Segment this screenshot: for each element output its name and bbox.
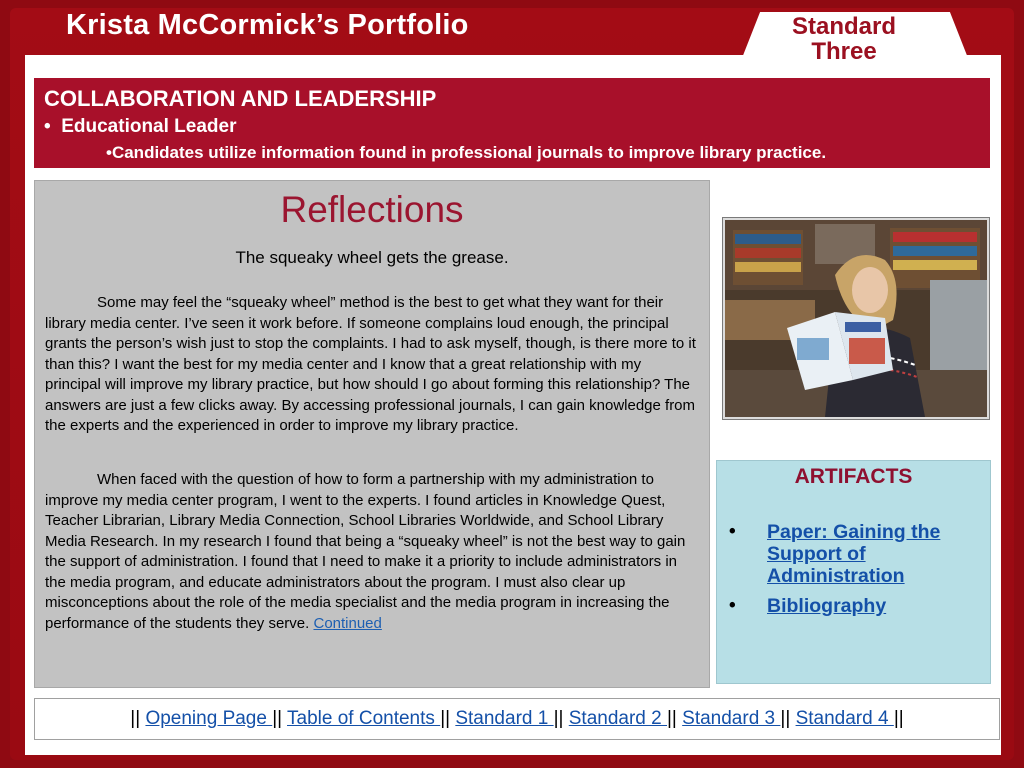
reflection-paragraph-1: Some may feel the “squeaky wheel” method is the best to get what they want for their library media center. I’ve seen it work before. If someone complains loud enough, the principal grants the person’s wish just to stop the complaints. I had to ask myself, though, is there more to it than this? I want the best for my media center and I know that a great relationship with my principal will improve my library practice, but how should I go about forming this relationship? The answers are just a few clicks away. By accessing professional journals, I can gain knowledge from the experts and the experienced in order to improve my library practice. bbox=[45, 294, 696, 434]
reflections-title: Reflections bbox=[280, 189, 464, 230]
nav-separator: || bbox=[780, 708, 791, 729]
bullet-icon: • bbox=[729, 521, 736, 542]
standard-tab-line1: Standard bbox=[791, 13, 896, 40]
artifacts-title: ARTIFACTS bbox=[794, 465, 913, 488]
nav-separator: || bbox=[667, 708, 677, 729]
artifact-item bbox=[727, 595, 982, 617]
nav-separator: || bbox=[893, 708, 904, 729]
reflection-paragraph-2-text: When faced with the question of how to form a partnership with my administration to improve my media center program, I went to the experts. I found articles in Knowledge Quest, Teacher Librarian, Library Media Connection, School Libraries Worldwide, and School Library Media Research. In my research I found that being a “squeaky wheel” is not the best way to gain the support of administration. I found that I need to make it a priority to include administrators in the media program, and educate administrators about the program. I must also clear up misconceptions about the role of the media specialist and the media program in increasing the performance of the students they serve. bbox=[45, 471, 686, 632]
banner-detail-text: Candidates utilize information found in professional journals to improve library practice. bbox=[111, 143, 827, 162]
banner-subheading-text: Educational Leader bbox=[61, 116, 237, 137]
nav-separator: || bbox=[440, 708, 451, 729]
banner-subheading: • Educational Leader bbox=[44, 116, 237, 137]
nav-link-standard-4[interactable]: Standard 4 bbox=[795, 708, 894, 729]
artifacts-panel bbox=[716, 460, 991, 684]
photo-image bbox=[723, 218, 989, 419]
nav-separator: || bbox=[553, 708, 564, 729]
banner-heading: COLLABORATION AND LEADERSHIP bbox=[44, 86, 437, 111]
reflections-subtitle: The squeaky wheel gets the grease. bbox=[235, 248, 509, 267]
continued-link[interactable]: Continued bbox=[313, 614, 382, 632]
footer-nav bbox=[34, 698, 1000, 740]
standard-tab-line2: Three bbox=[811, 38, 877, 65]
banner-detail: •Candidates utilize information found in professional journals to improve library practice. bbox=[106, 143, 827, 162]
nav-separator: || bbox=[130, 708, 141, 729]
bullet-icon: • bbox=[729, 595, 736, 616]
reflection-paragraph-2 bbox=[45, 470, 697, 634]
artifact-link-paper[interactable]: Paper: Gaining the Support of Administration bbox=[767, 521, 941, 587]
standard-banner bbox=[34, 78, 990, 168]
artifact-item bbox=[727, 521, 982, 587]
nav-link-standard-2[interactable]: Standard 2 bbox=[568, 708, 667, 729]
nav-link-opening-page[interactable]: Opening Page bbox=[145, 708, 273, 729]
nav-link-standard-3[interactable]: Standard 3 bbox=[682, 708, 781, 729]
woman-reading-photo-icon bbox=[725, 220, 987, 417]
standard-tab-label bbox=[760, 14, 928, 64]
artifact-link-bibliography[interactable]: Bibliography bbox=[767, 595, 887, 617]
page-title: Krista McCormick’s Portfolio bbox=[66, 9, 469, 41]
reflections-panel bbox=[34, 180, 710, 688]
nav-separator: || bbox=[272, 708, 283, 729]
artifacts-list bbox=[727, 521, 982, 625]
nav-link-table-of-contents[interactable]: Table of Contents bbox=[287, 708, 441, 729]
nav-link-standard-1[interactable]: Standard 1 bbox=[455, 708, 554, 729]
